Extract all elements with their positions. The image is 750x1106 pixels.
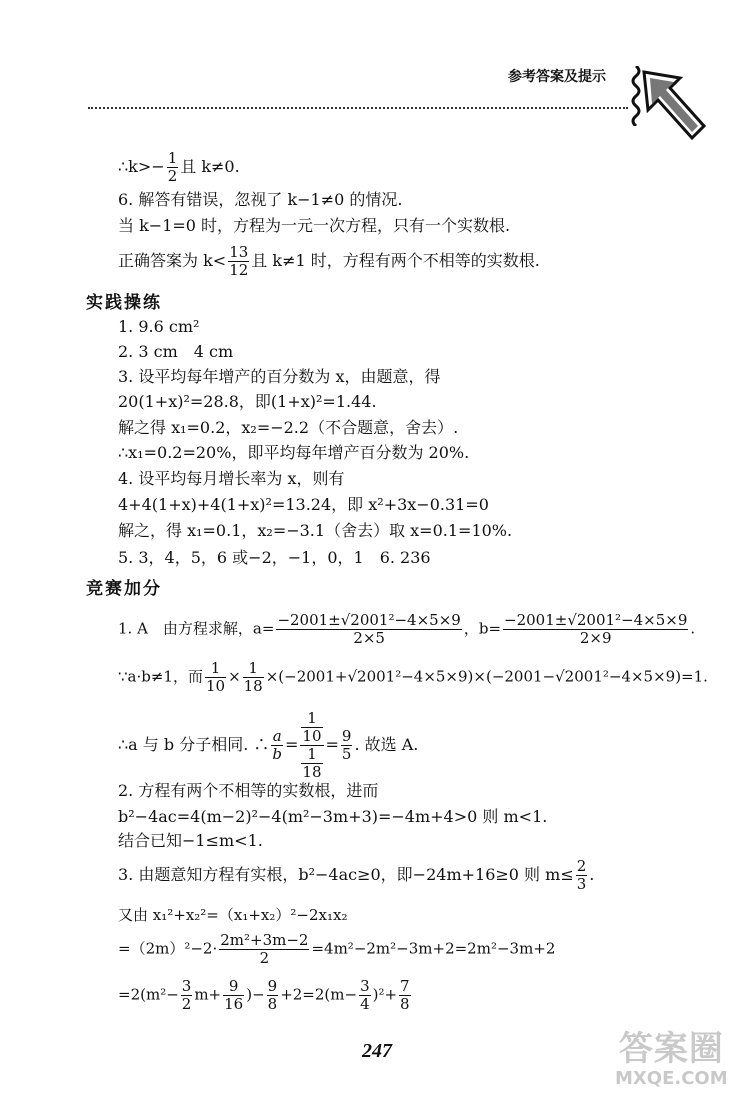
practice-line: 5. 3，4，5，6 或−2，−1，0，1 6. 236: [118, 548, 431, 567]
contest-line-3: ∴a 与 b 分子相同. ∴ $\frac{a}{b}$ = $\frac{\frac{1}{10}}{\frac{1}{18}}$ = $\frac{9}{5}$ . 故选 A.: [118, 709, 419, 781]
practice-line: ∴x₁=0.2=20%，即平均每年增产百分数为 20%.: [118, 443, 470, 462]
header-divider: [88, 107, 628, 109]
contest-line-4: 2. 方程有两个不相等的实数根，进而: [118, 781, 379, 800]
contest-line-5: b²−4ac=4(m−2)²−4(m²−3m+3)=−4m+4>0 则 m<1.: [118, 807, 548, 826]
contest-line-1: 1. A 由方程求解，a= $\frac{\text{−2001±√2001²−4×5×9}}{2\times 5}$ ，b= $\frac{\text{−2001±√2001²−4×5×9}}{2\times 9}$ .: [118, 611, 696, 647]
practice-line: 1. 9.6 cm²: [118, 317, 200, 336]
answer-line-1: ∴k>− $\frac{1}{2}$ 且 k≠0.: [118, 149, 240, 185]
contest-line-2: ∵a·b≠1，而 $\frac{1}{10}$ × $\frac{1}{18}$ ×(−2001+√2001²−4×5×9)×(−2001−√2001²−4×5×9)=1.: [118, 659, 708, 695]
practice-line: 3. 设平均每年增产的百分数为 x，由题意，得: [118, 367, 441, 386]
watermark-logo-text: 答案圈: [618, 1029, 724, 1069]
practice-heading: 实践操练: [86, 293, 162, 313]
contest-line-7: 3. 由题意知方程有实根，b²−4ac≥0，即−24m+16≥0 则 m≤ $\frac{2}{3}$ .: [118, 857, 595, 893]
arrow-pointer-icon: [640, 68, 710, 144]
practice-line: 20(1+x)²=28.8，即(1+x)²=1.44.: [118, 392, 377, 411]
watermark: [615, 1030, 728, 1090]
practice-line: 解之，得 x₁=0.1，x₂=−3.1（舍去）取 x=0.1=10%.: [118, 521, 513, 540]
contest-line-9: =（2m）²−2· $\frac{\text{2m²+3m−2}}{2}$ =4m²−2m²−3m+2=2m²−3m+2: [118, 931, 556, 967]
contest-line-8: 又由 x₁²+x₂²=（x₁+x₂）²−2x₁x₂: [118, 906, 348, 924]
contest-heading: 竞赛加分: [86, 579, 162, 599]
contest-line-10: =2(m²− $\frac{3}{2}$ m+ $\frac{9}{16}$ )− $\frac{9}{8}$ +2=2(m− $\frac{3}{4}$ )²+ $\frac{7}{8}$: [118, 977, 410, 1013]
header-title: 参考答案及提示: [508, 69, 606, 85]
answer-line-3: 当 k−1=0 时，方程为一元一次方程，只有一个实数根.: [118, 216, 511, 235]
answer-line-2: 6. 解答有错误，忽视了 k−1≠0 的情况.: [118, 190, 403, 209]
watermark-url: MXQE.COM: [615, 1068, 728, 1089]
practice-line: 4+4(1+x)+4(1+x)²=13.24，即 x²+3x−0.31=0: [118, 495, 489, 514]
answer-line-4: 正确答案为 k< $\frac{13}{12}$ 且 k≠1 时，方程有两个不相等的实数根.: [118, 243, 540, 279]
contest-line-6: 结合已知−1≤m<1.: [118, 831, 263, 850]
practice-line: 4. 设平均每月增长率为 x，则有: [118, 469, 345, 488]
practice-line: 2. 3 cm 4 cm: [118, 342, 234, 361]
page-number: 247: [362, 1040, 392, 1062]
practice-line: 解之得 x₁=0.2，x₂=−2.2（不合题意，舍去）.: [118, 418, 459, 437]
